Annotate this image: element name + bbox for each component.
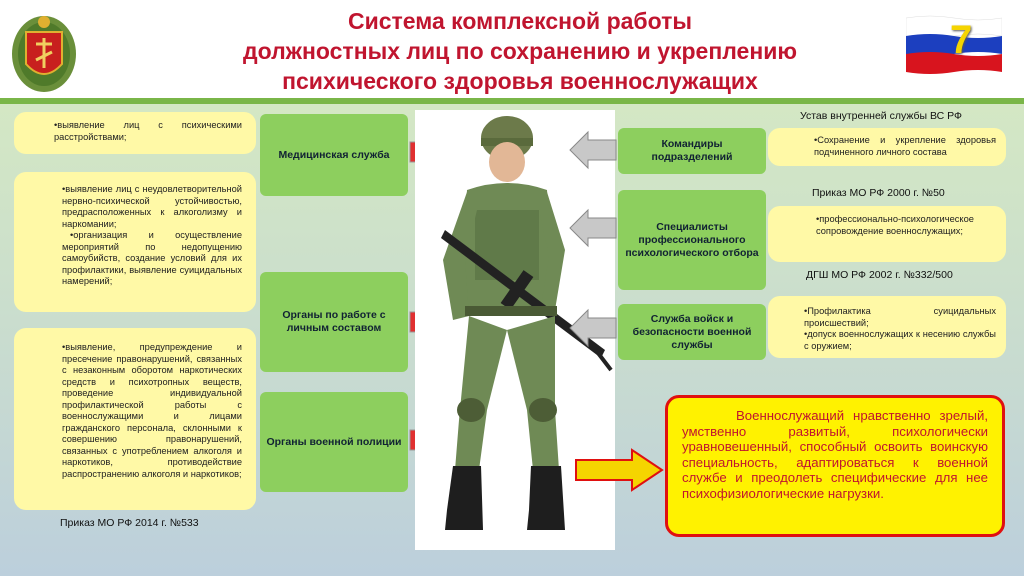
title-line-3: психического здоровья военнослужащих (282, 68, 758, 94)
left-box-2-text: •выявление лиц с неудовлетворительной нервно-психической устойчивостью, предрасположенных к алкоголизму и наркомании; (62, 184, 242, 229)
right-green-specialists-label: Специалисты профессионального психологического отбора (625, 220, 759, 259)
title-line-2: должностных лиц по сохранению и укреплению (243, 38, 797, 64)
right-green-security (618, 304, 766, 360)
right-green-security-label: Служба войск и безопасности военной службы (632, 312, 752, 351)
left-footer-label: Приказ МО РФ 2014 г. №533 (60, 517, 199, 529)
left-green-police (260, 392, 408, 492)
left-box-3-text: •выявление, предупреждение и пресечение правонарушений, связанных с незаконным оборотом наркотических средств и психотропных веществ, проведение индивидуальной профилактической работы с военнослужащими и лицами гражданского персонала, склонными к совершению правонарушений, связанных с употреблением алкоголя и наркотиков, противодействие распространению алкоголя и наркотиков; (62, 342, 242, 479)
left-box-2-text-2: •организация и осуществление мероприятий по недопущению самоубийств, создание условий для их профилактики, выявление суицидальных намерений; (62, 230, 242, 286)
right-box-2-text: •профессионально-психологическое сопровождение военнослужащих; (816, 214, 974, 236)
right-green-commanders (618, 128, 766, 174)
right-green-commanders-label: Командиры подразделений (651, 138, 733, 163)
conclusion-box (665, 395, 1005, 537)
right-box-3 (768, 296, 1006, 358)
arrow-left-icon (568, 308, 618, 348)
right-box-1-text: •Сохранение и укрепление здоровья подчиненного личного состава (814, 135, 996, 157)
right-label-order-2000: Приказ МО РФ 2000 г. №50 (812, 187, 945, 199)
conclusion-text: Военнослужащий нравственно зрелый, умственно развитый, психологически уравновешенный, способный освоить воинскую специальность, адаптироваться к военной службе и преодолеть специфические для нее психофизиологические нагрузки. (682, 408, 988, 501)
left-box-1 (14, 112, 256, 154)
arrow-left-icon (568, 208, 618, 248)
emblem-icon (8, 8, 80, 96)
left-green-medical-label: Медицинская служба (278, 148, 390, 161)
right-label-charter: Устав внутренней службы ВС РФ (800, 110, 962, 122)
right-label-dgsh-2002: ДГШ МО РФ 2002 г. №332/500 (806, 269, 953, 281)
left-box-3 (14, 328, 256, 510)
left-green-personnel (260, 272, 408, 372)
left-green-medical (260, 114, 408, 196)
left-box-1-text: •выявление лиц с психическими расстройствами; (54, 120, 242, 142)
right-box-3-text-2: •допуск военнослужащих к несению службы с оружием; (804, 329, 996, 351)
title-line-1: Система комплексной работы (347, 8, 693, 34)
header-divider (0, 98, 1024, 104)
page-title (120, 6, 920, 96)
left-green-police-label: Органы военной полиции (266, 435, 402, 448)
arrow-conclusion-icon (574, 448, 664, 492)
arrow-left-icon (568, 130, 618, 170)
right-box-2 (768, 206, 1006, 262)
right-box-3-text: •Профилактика суицидальных происшествий; (804, 306, 996, 328)
left-box-2 (14, 172, 256, 312)
right-box-1 (768, 128, 1006, 166)
left-green-personnel-label: Органы по работе с личным составом (282, 309, 386, 334)
page-number: 7 (950, 18, 973, 62)
right-green-specialists (618, 190, 766, 290)
